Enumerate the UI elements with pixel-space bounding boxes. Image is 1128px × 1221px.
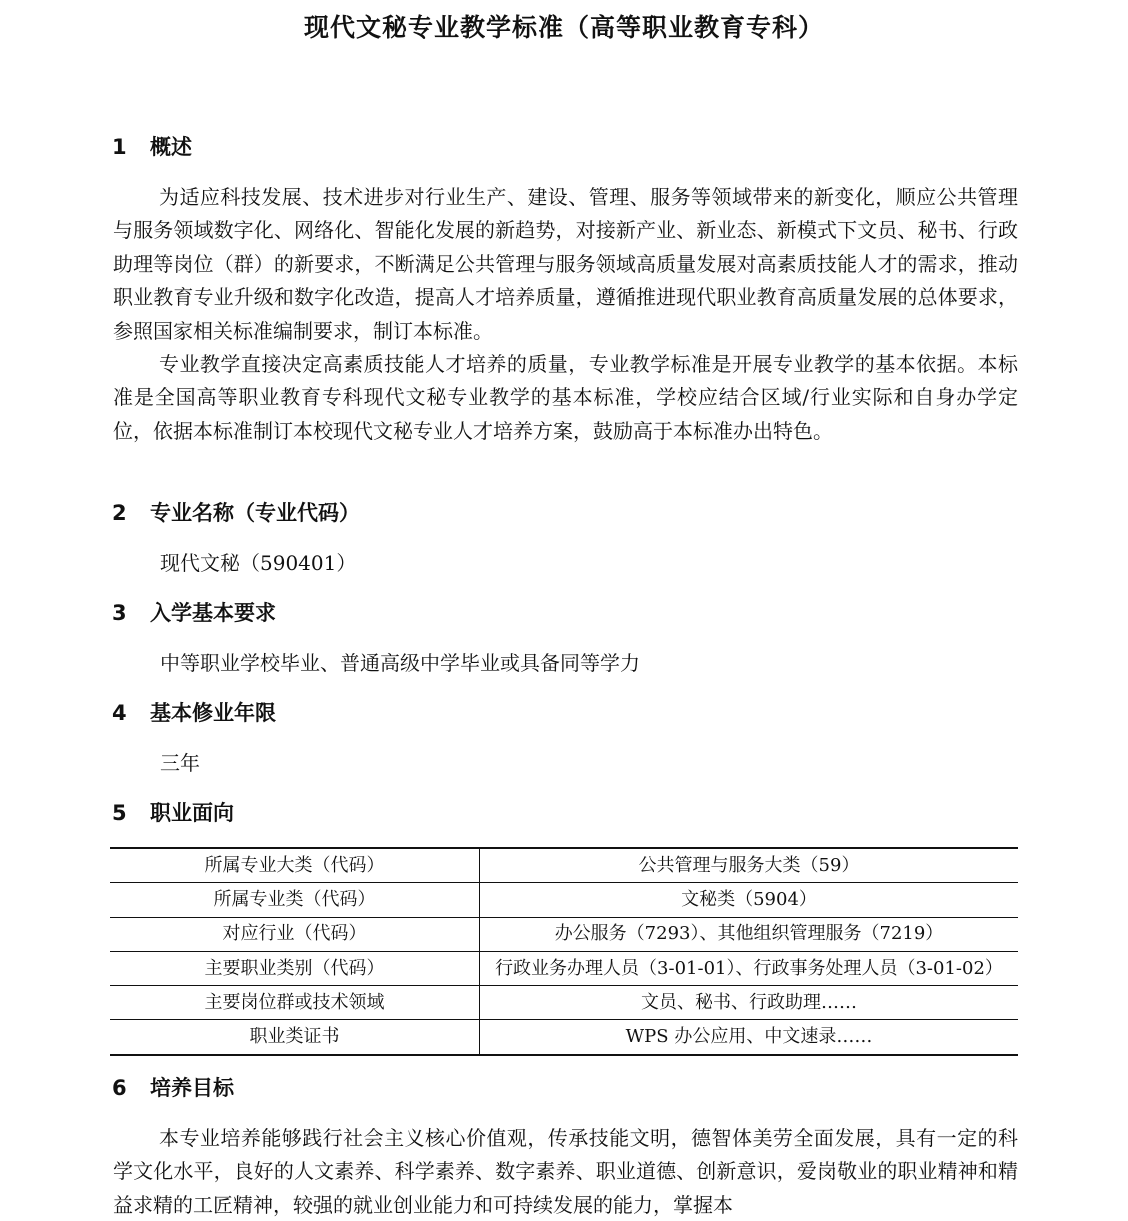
- table-value-cell: 文秘类（5904）: [480, 883, 1019, 917]
- table-row: [110, 917, 1018, 951]
- overview-paragraph-1: 为适应科技发展、技术进步对行业生产、建设、管理、服务等领域带来的新变化，顺应公共管理与服务领域数字化、网络化、智能化发展的新趋势，对接新产业、新业态、新模式下文员、秘书、行政助理等岗位（群）的新要求，不断满足公共管理与服务领域高质量发展对高素质技能人才的需求，推动职业教育专业升级和数字化改造，提高人才培养质量，遵循推进现代职业教育高质量发展的总体要求，参照国家相关标准编制要求，制订本标准。: [113, 185, 1018, 343]
- document-title: 现代文秘专业教学标准（高等职业教育专科）: [303, 13, 824, 42]
- admission-requirement: 中等职业学校毕业、普通高级中学毕业或具备同等学力: [160, 651, 640, 675]
- section-title: 概述: [150, 135, 192, 159]
- table-value-cell: 办公服务（7293）、其他组织管理服务（7219）: [480, 917, 1019, 951]
- table-row: [110, 986, 1018, 1020]
- section-title: 职业面向: [150, 801, 234, 825]
- career-orientation-table: [110, 847, 1018, 1056]
- table-label-cell: 所属专业类（代码）: [110, 883, 480, 917]
- table-row: [110, 1020, 1018, 1055]
- section-heading-admission: [112, 598, 276, 628]
- section-title: 入学基本要求: [150, 601, 276, 625]
- section-title: 培养目标: [150, 1076, 234, 1100]
- section-number: 1: [112, 135, 127, 159]
- overview-paragraph-2: 专业教学直接决定高素质技能人才培养的质量，专业教学标准是开展专业教学的基本依据。本标准是全国高等职业教育专科现代文秘专业教学的基本标准，学校应结合区域/行业实际和自身办学定位，依据本标准制订本校现代文秘专业人才培养方案，鼓励高于本标准办出特色。: [113, 352, 1018, 443]
- section-number: 3: [112, 601, 127, 625]
- section-heading-overview: [112, 132, 192, 162]
- section-heading-training-goal: [112, 1073, 234, 1103]
- table-row: [110, 951, 1018, 985]
- section-title: 基本修业年限: [150, 701, 276, 725]
- section-number: 5: [112, 801, 127, 825]
- table-row: [110, 848, 1018, 883]
- section-title: 专业名称（专业代码）: [150, 501, 360, 525]
- table-label-cell: 主要职业类别（代码）: [110, 951, 480, 985]
- section-heading-major-name: [112, 498, 360, 528]
- training-goal-paragraph: 本专业培养能够践行社会主义核心价值观，传承技能文明，德智体美劳全面发展，具有一定的科学文化水平，良好的人文素养、科学素养、数字素养、职业道德、创新意识，爱岗敬业的职业精神和精益求精的工匠精神，较强的就业创业能力和可持续发展的能力，掌握本: [113, 1126, 1018, 1217]
- section-heading-career: [112, 798, 234, 828]
- major-name-value: 现代文秘（590401）: [160, 551, 357, 575]
- table-label-cell: 所属专业大类（代码）: [110, 848, 480, 883]
- table-value-cell: 文员、秘书、行政助理……: [480, 986, 1019, 1020]
- table-row: [110, 883, 1018, 917]
- table-value-cell: WPS 办公应用、中文速录……: [480, 1020, 1019, 1055]
- section-number: 4: [112, 701, 127, 725]
- table-label-cell: 职业类证书: [110, 1020, 480, 1055]
- table-value-cell: 公共管理与服务大类（59）: [638, 854, 860, 876]
- section-number: 6: [112, 1076, 127, 1100]
- section-number: 2: [112, 501, 127, 525]
- study-duration: 三年: [160, 751, 200, 775]
- table-label-cell: 主要岗位群或技术领域: [110, 986, 480, 1020]
- table-value-cell: 行政业务办理人员（3-01-01）、行政事务处理人员（3-01-02）: [480, 951, 1019, 985]
- table-label-cell: 对应行业（代码）: [110, 917, 480, 951]
- section-heading-duration: [112, 698, 276, 728]
